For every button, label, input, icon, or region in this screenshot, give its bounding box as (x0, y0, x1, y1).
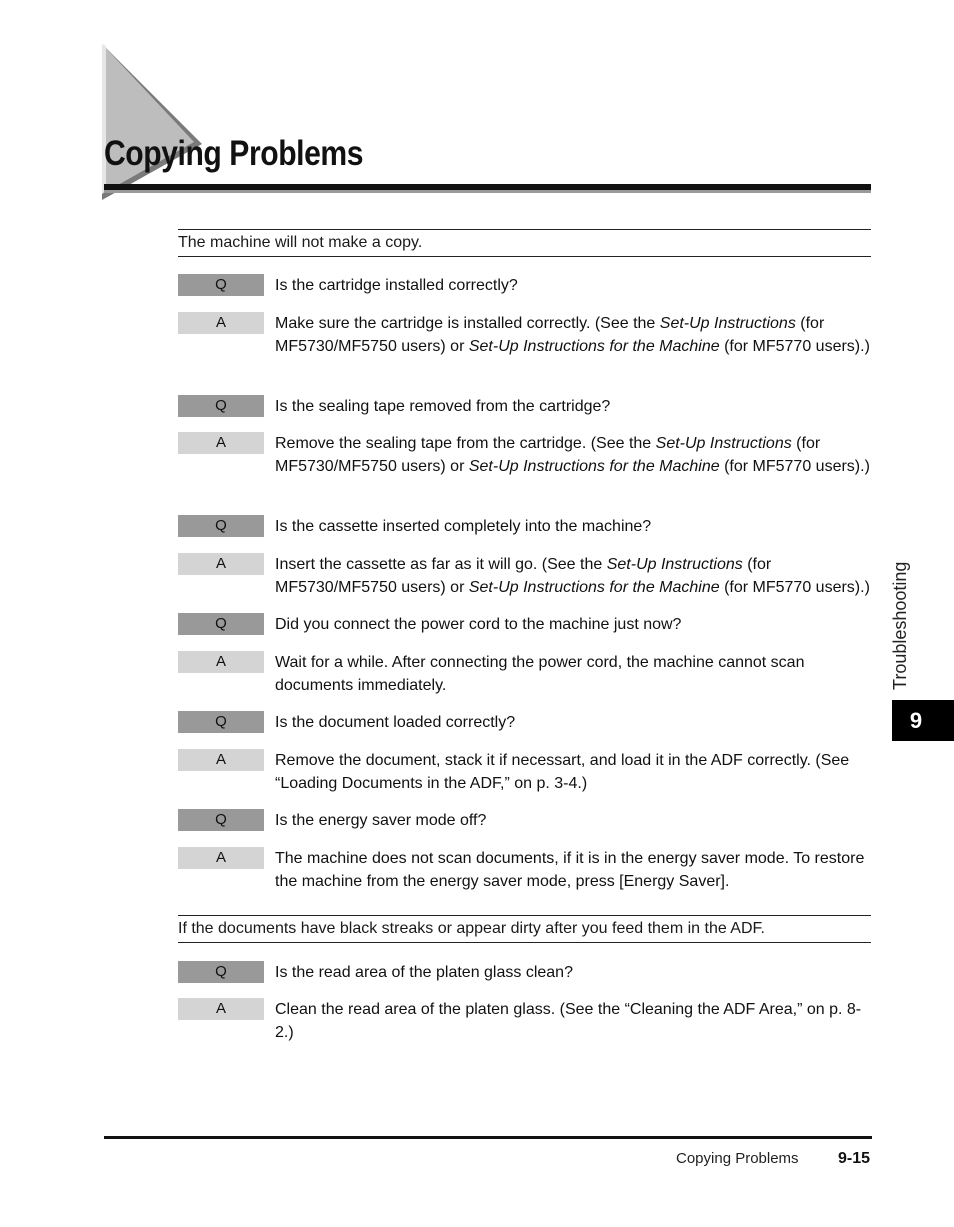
page-title: Copying Problems (104, 134, 364, 173)
answer-text: Remove the document, stack it if necessart, and load it in the ADF correctly. (See “Loading Documents in the ADF,” on p. 3-4.) (275, 752, 850, 792)
question-text: Is the energy saver mode off? (275, 812, 487, 829)
answer-tag: A (178, 749, 264, 771)
chapter-tab (892, 700, 954, 741)
answer-text: Wait for a while. After connecting the power cord, the machine cannot scan documents immediately. (275, 654, 805, 694)
answer-tag: A (178, 998, 264, 1020)
chapter-number: 9 (909, 708, 923, 733)
question-tag: Q (178, 711, 264, 733)
manual-title: Set-Up Instructions for the Machine (468, 579, 720, 596)
question-tag: Q (178, 809, 264, 831)
question-tag: Q (178, 515, 264, 537)
answer-tag: A (178, 651, 264, 673)
question-text: Is the cartridge installed correctly? (275, 277, 518, 294)
answer-text: Clean the read area of the platen glass. (See the “Cleaning the ADF Area,” on p. 8-2.) (275, 1001, 862, 1041)
manual-title: Set-Up Instructions (659, 315, 796, 332)
question-text: Is the read area of the platen glass clean? (275, 964, 573, 981)
question-text: Is the sealing tape removed from the cartridge? (275, 398, 611, 415)
section-heading: The machine will not make a copy. (178, 229, 871, 257)
question-text: Did you connect the power cord to the machine just now? (275, 616, 682, 633)
manual-title: Set-Up Instructions for the Machine (468, 338, 720, 355)
answer-text: The machine does not scan documents, if it is in the energy saver mode. To restore the machine from the energy saver mode, press [Energy Saver]. (275, 850, 865, 890)
title-rule-shadow (104, 190, 871, 193)
side-tab-text: Troubleshooting (890, 561, 910, 690)
question-tag: Q (178, 274, 264, 296)
decorative-triangle (102, 44, 202, 200)
answer-text: Make sure the cartridge is installed correctly. (See the Set-Up Instructions (for MF5730/MF5750 users) or Set-Up Instructions for the Machine (for MF5770 users).) (275, 315, 870, 355)
question-tag: Q (178, 395, 264, 417)
question-text: Is the cassette inserted completely into the machine? (275, 518, 652, 535)
answer-tag: A (178, 432, 264, 454)
page-number: 9-15 (838, 1150, 871, 1167)
question-text: Is the document loaded correctly? (275, 714, 516, 731)
manual-title: Set-Up Instructions (655, 435, 792, 452)
manual-title: Set-Up Instructions (606, 556, 743, 573)
answer-tag: A (178, 312, 264, 334)
question-tag: Q (178, 613, 264, 635)
footer-section-name: Copying Problems (676, 1150, 799, 1167)
answer-tag: A (178, 847, 264, 869)
answer-text: Insert the cassette as far as it will go. (See the Set-Up Instructions (for MF5730/MF5750 users) or Set-Up Instructions for the Machine (for MF5770 users).) (275, 556, 870, 596)
answer-tag: A (178, 553, 264, 575)
section-heading: If the documents have black streaks or appear dirty after you feed them in the ADF. (178, 915, 871, 943)
answer-text: Remove the sealing tape from the cartridge. (See the Set-Up Instructions (for MF5730/MF5750 users) or Set-Up Instructions for the Machine (for MF5770 users).) (275, 435, 870, 475)
question-tag: Q (178, 961, 264, 983)
footer-rule (104, 1136, 872, 1139)
manual-title: Set-Up Instructions for the Machine (468, 458, 720, 475)
